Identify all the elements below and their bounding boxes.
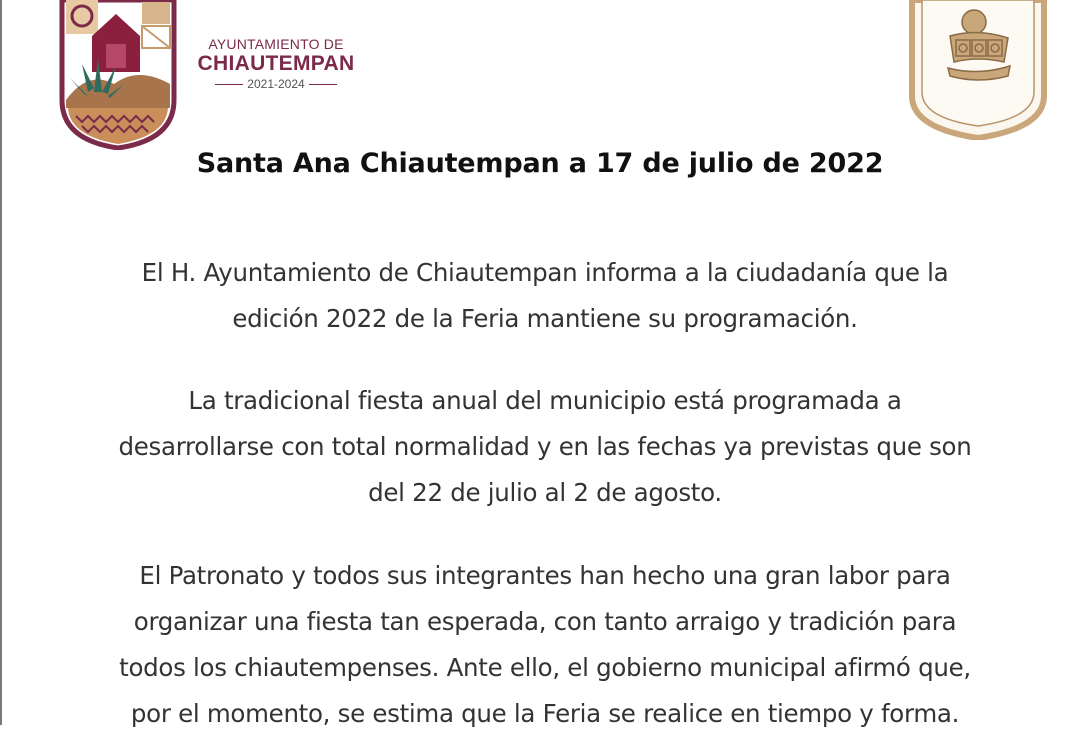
paragraph-line: por el momento, se estima que la Feria se realice en tiempo y forma. [130, 699, 960, 728]
paragraph-line: todos los chiautempenses. Ante ello, el gobierno municipal afirmó que, [119, 653, 971, 682]
paragraph-line: edición 2022 de la Feria mantiene su programación. [232, 304, 858, 333]
municipal-logo-text [186, 36, 366, 91]
document-title: Santa Ana Chiautempan a 17 de julio de 2022 [196, 148, 884, 179]
municipal-shield-icon [58, 0, 178, 150]
paragraph-2 [20, 378, 1070, 516]
paragraph-line: del 22 de julio al 2 de agosto. [368, 478, 722, 507]
paragraph-1 [20, 250, 1070, 342]
divider [309, 84, 337, 85]
paragraph-line: La tradicional fiesta anual del municipio está programada a [188, 386, 902, 415]
paragraph-line: desarrollarse con total normalidad y en las fechas ya previstas que son [118, 432, 972, 461]
logo-period [186, 77, 366, 91]
paragraph-line: organizar una fiesta tan esperada, con tanto arraigo y tradición para [133, 607, 957, 636]
feria-emblem-icon [908, 0, 1048, 140]
paragraph-line: El Patronato y todos sus integrantes han hecho una gran labor para [139, 561, 951, 590]
logo-line-3: 2021-2024 [247, 77, 305, 91]
paragraph-3 [20, 553, 1070, 737]
page-border [0, 0, 2, 725]
logo-line-2: CHIAUTEMPAN [197, 52, 355, 75]
logo-line-1: AYUNTAMIENTO DE [208, 36, 344, 52]
divider [215, 84, 243, 85]
paragraph-line: El H. Ayuntamiento de Chiautempan informa a la ciudadanía que la [141, 258, 949, 287]
